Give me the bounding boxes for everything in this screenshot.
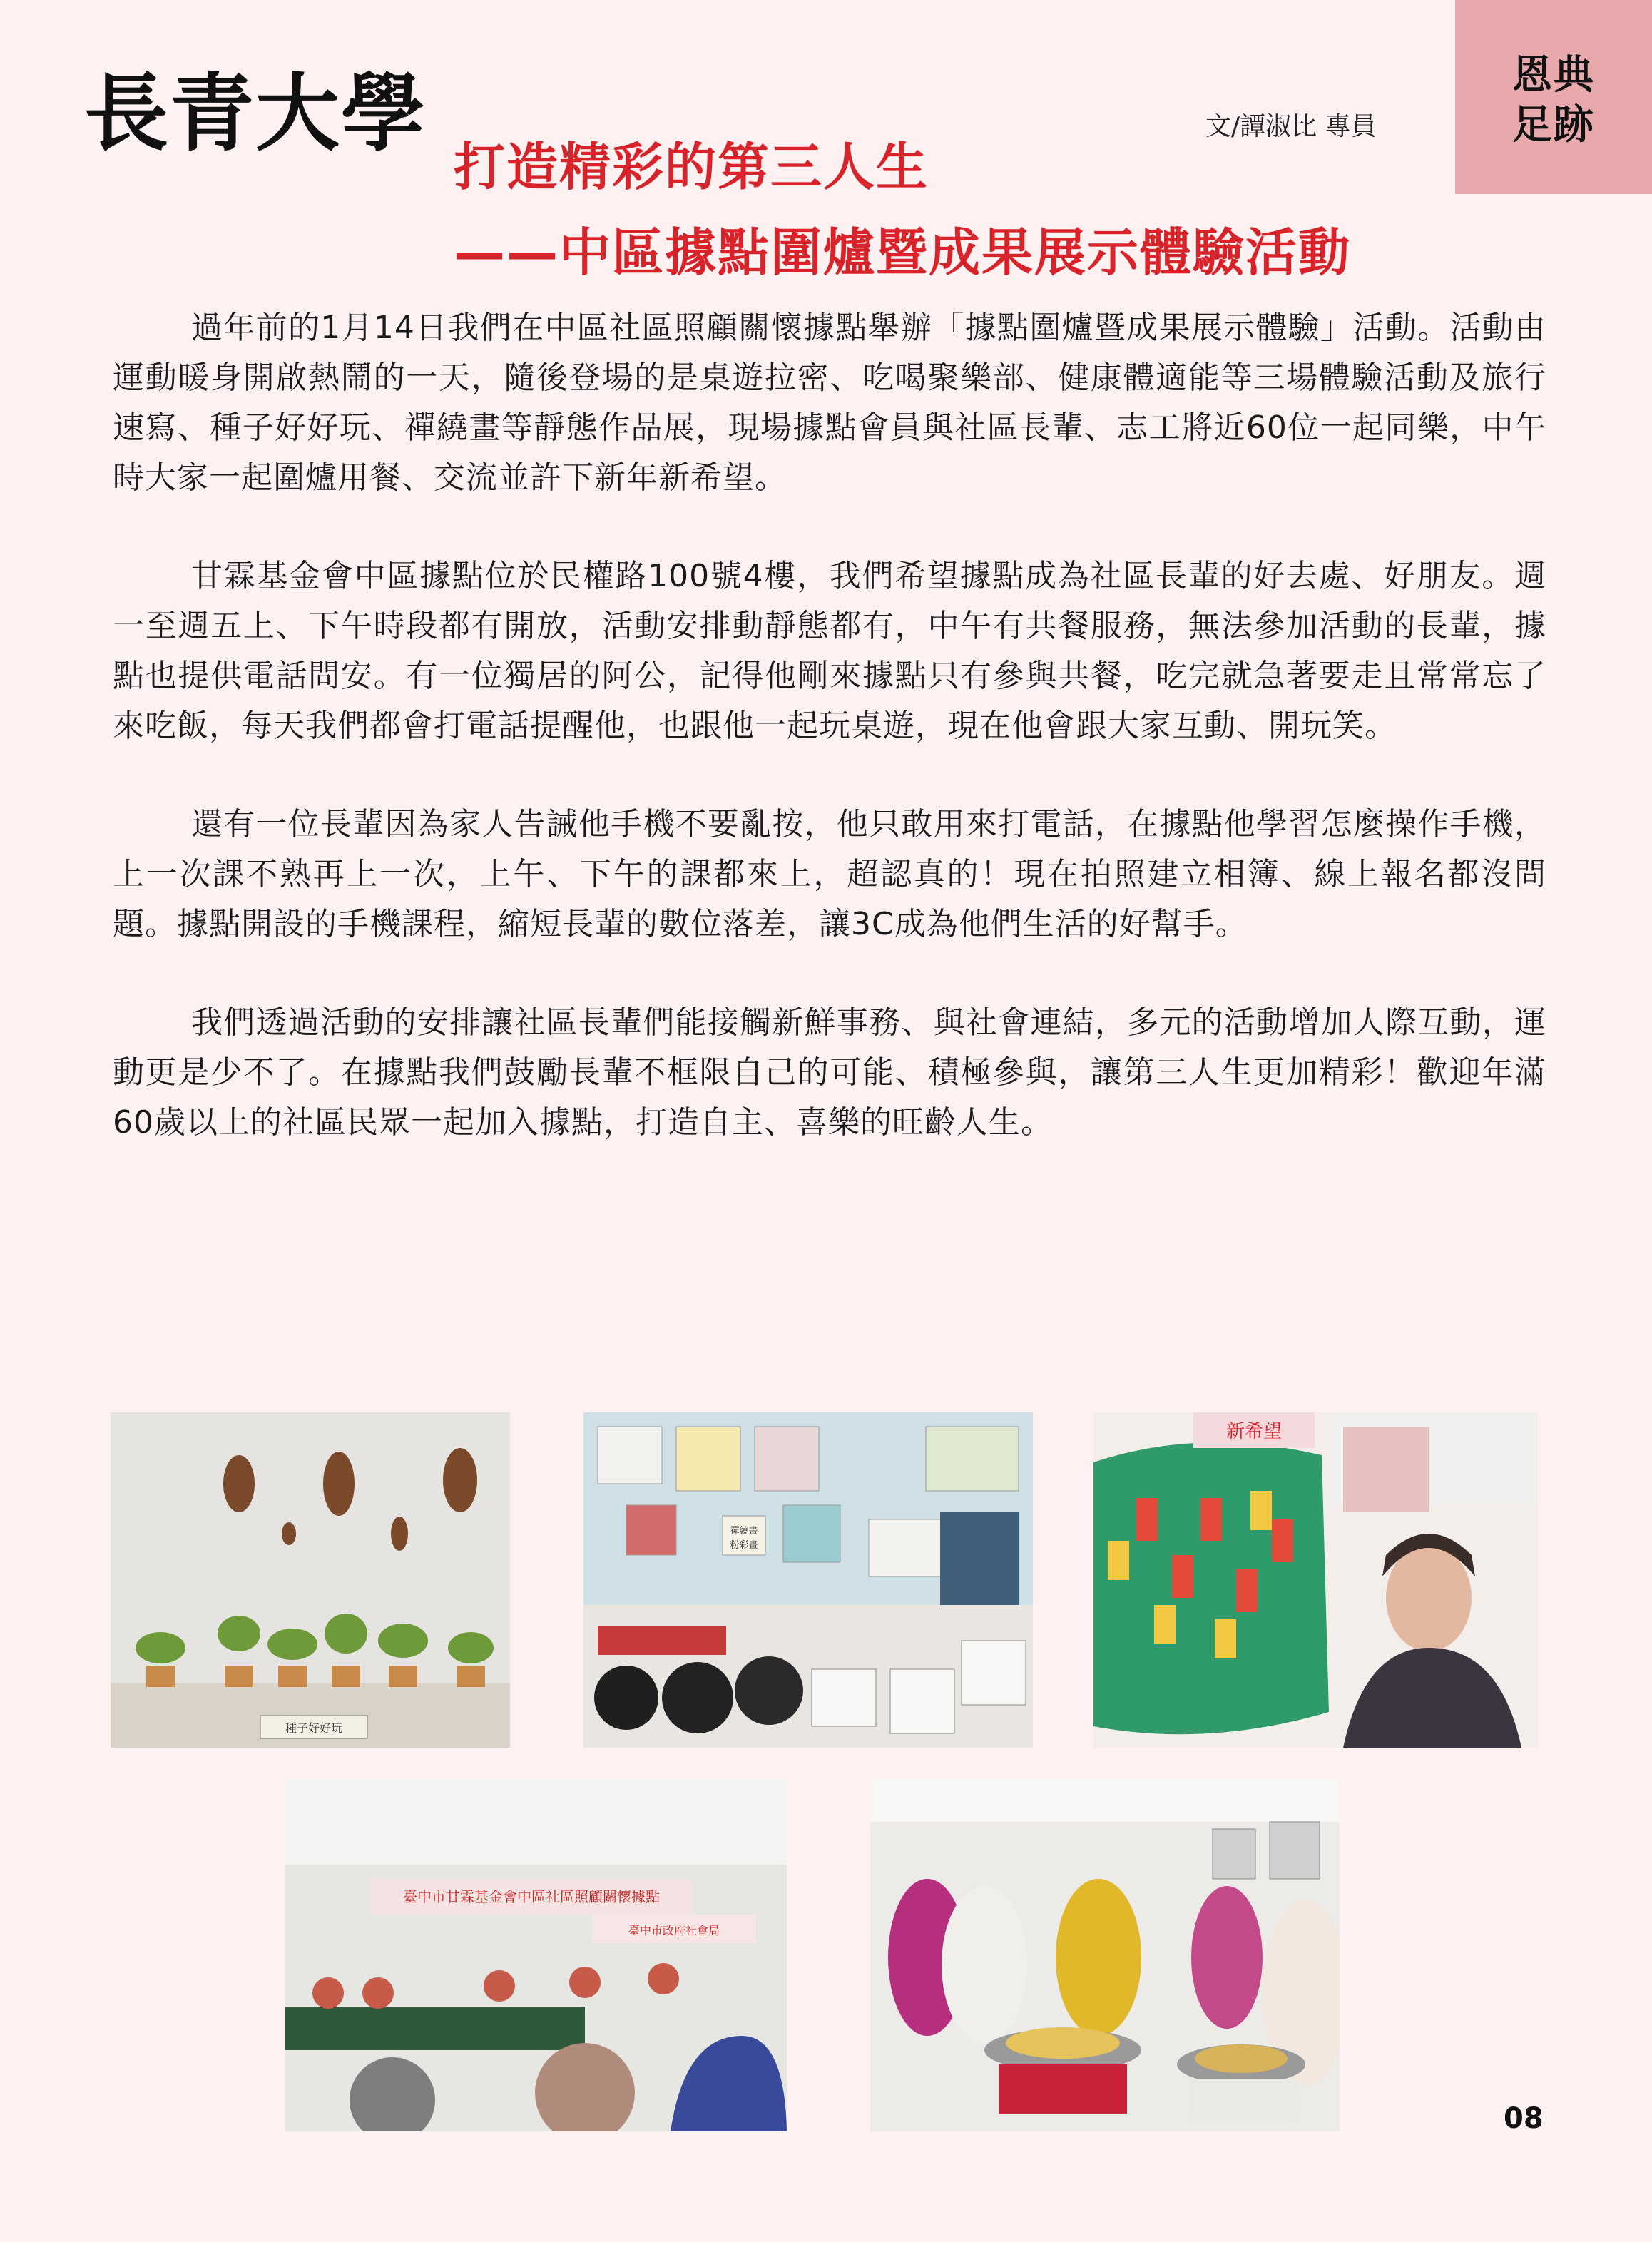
photo-seed-crafts-label: 種子好好玩	[285, 1721, 343, 1735]
section-tab-line1: 恩典	[1512, 52, 1595, 98]
photo-dining-gathering	[285, 1779, 787, 2131]
photo-cooking-together	[870, 1779, 1340, 2131]
article-paragraph-2: 甘霖基金會中區據點位於民權路100號4樓，我們希望據點成為社區長輩的好去處、好朋友。週一至週五上、下午時段都有開放，活動安排動靜態都有，中午有共餐服務，無法參加活動的長輩，據點也提供電話問安。有一位獨居的阿公，記得他剛來據點只有參與共餐，吃完就急著要走且常常忘了來吃飯，每天我們都會打電話提醒他，也跟他一起玩桌遊，現在他會跟大家互動、開玩笑。	[113, 558, 1546, 744]
section-tab	[1455, 0, 1652, 194]
photo-wishes-sign: 新希望	[1225, 1421, 1283, 1442]
photo-art-label-2: 粉彩畫	[730, 1540, 758, 1551]
photo-wishes-wall	[1093, 1412, 1538, 1748]
headline-line1: 打造精彩的第三人生	[454, 137, 929, 197]
photo-dining-banner: 臺中市甘霖基金會中區社區照顧關懷據點	[403, 1888, 660, 1905]
section-tab-line2: 足跡	[1512, 102, 1595, 148]
article-paragraph-3: 還有一位長輩因為家人告誡他手機不要亂按，他只敢用來打電話，在據點他學習怎麼操作手機，上一次課不熟再上一次，上午、下午的課都來上，超認真的！現在拍照建立相簿、線上報名都沒問題。據點開設的手機課程，縮短長輩的數位落差，讓3C成為他們生活的好幫手。	[113, 806, 1546, 942]
photo-art-exhibition	[583, 1412, 1033, 1748]
photo-seed-crafts	[111, 1412, 510, 1748]
article-paragraph-1: 過年前的1月14日我們在中區社區照顧關懷據點舉辦「據點圍爐暨成果展示體驗」活動。活動由運動暖身開啟熱鬧的一天，隨後登場的是桌遊拉密、吃喝聚樂部、健康體適能等三場體驗活動及旅行速寫、種子好好玩、禪繞畫等靜態作品展，現場據點會員與社區長輩、志工將近60位一起同樂，中午時大家一起圍爐用餐、交流並許下新年新希望。	[113, 310, 1546, 496]
page-number: 08	[1504, 2102, 1544, 2135]
photo-dining-banner-2: 臺中市政府社會局	[628, 1924, 720, 1937]
headline-line2: ——中區據點圍爐暨成果展示體驗活動	[454, 223, 1352, 282]
article-paragraph-4: 我們透過活動的安排讓社區長輩們能接觸新鮮事務、與社會連結，多元的活動增加人際互動，運動更是少不了。在據點我們鼓勵長輩不框限自己的可能、積極參與，讓第三人生更加精彩！歡迎年滿60歲以上的社區民眾一起加入據點，打造自主、喜樂的旺齡人生。	[113, 1004, 1546, 1141]
article-body	[113, 303, 1546, 1196]
photo-art-label-1: 禪繞畫	[730, 1526, 758, 1537]
author-byline: 文/譚淑比 專員	[1205, 112, 1377, 141]
section-title: 長青大學	[84, 64, 427, 163]
